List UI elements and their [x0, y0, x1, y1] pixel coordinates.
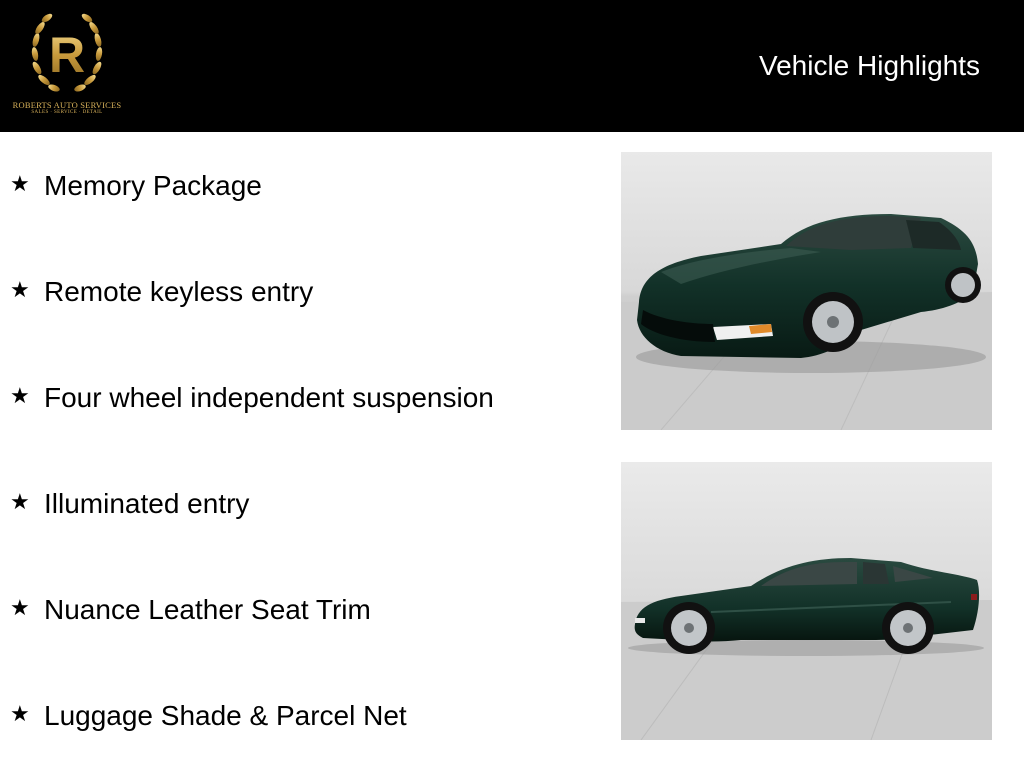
highlight-text: Nuance Leather Seat Trim — [44, 594, 371, 625]
list-item — [0, 484, 600, 524]
list-item — [0, 696, 600, 736]
list-item — [0, 166, 600, 206]
star-icon: ★ — [10, 383, 30, 408]
header-bar — [0, 0, 1024, 132]
star-icon: ★ — [10, 277, 30, 302]
highlight-text: Memory Package — [44, 170, 262, 201]
laurel-emblem-icon — [27, 8, 107, 100]
highlight-text: Luggage Shade & Parcel Net — [44, 700, 407, 731]
highlight-text: Remote keyless entry — [44, 276, 314, 307]
list-item — [0, 590, 600, 630]
vehicle-photo-side[interactable] — [621, 462, 992, 740]
vehicle-photo-front[interactable] — [621, 152, 992, 430]
star-icon: ★ — [10, 171, 30, 196]
star-icon: ★ — [10, 701, 30, 726]
page-title: Vehicle Highlights — [758, 50, 980, 81]
list-item — [0, 272, 600, 312]
dealer-tagline: SALES · SERVICE · DETAIL — [31, 110, 103, 115]
star-icon: ★ — [10, 489, 30, 514]
list-item — [0, 378, 600, 418]
dealer-logo[interactable] — [8, 8, 126, 120]
star-icon: ★ — [10, 595, 30, 620]
svg-text:R: R — [48, 27, 86, 83]
dealer-name: ROBERTS AUTO SERVICES — [12, 100, 122, 110]
highlight-text: Illuminated entry — [44, 488, 250, 519]
highlight-text: Four wheel independent suspension — [44, 382, 494, 413]
